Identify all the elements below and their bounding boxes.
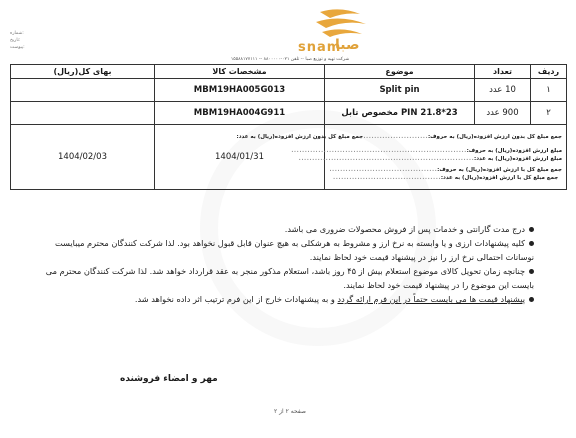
row-subject: PIN 21.8*23 مخصوص تابل (325, 102, 475, 125)
total-without-vat-words: جمع مبلغ کل بدون ارزش افزوده(ریال) به حروف: (427, 133, 562, 140)
col-price-header: بهای کل(ریال) (11, 65, 155, 79)
items-table (10, 64, 567, 190)
bullet-icon (529, 297, 534, 302)
bullet-icon (529, 227, 534, 232)
letter-number-label: شماره: (10, 31, 24, 36)
bullet-icon (529, 241, 534, 246)
letter-date-label: تاریخ: (10, 38, 21, 43)
note-item: چنانچه زمان تحویل کالای موضوع استعلام بیش از ۴۵ روز باشد، استعلام مذکور منجر به عقد قرارداد خواهد شد. لذا شرکت کنندگان محترم می بایست این موضوع را در پیشنهاد قیمت خود لحاظ نمایند. (45, 266, 534, 290)
total-without-vat-number: جمع مبلغ کل بدون ارزش افزوده(ریال) به عدد: (236, 133, 364, 140)
row-spec: MBM19HA004G911 (155, 102, 325, 125)
col-subject-header: موضوع (325, 65, 475, 79)
summary-totals[interactable]: جمع مبلغ کل بدون ارزش افزوده(ریال) به حروف:........................جمع مبلغ کل بدون ارزش افزوده(ریال) به عدد: مبلغ ارزش افزوده(ریال) به حروف:................................................................. مبلغ ارزش افزوده(ریال) به عدد:................................................................. جمع مبلغ کل با ارزش افزوده(ریال) به حروف:........................................ جمع مبلغ کل با ارزش افزوده(ریال) به عدد:........................................ (325, 125, 567, 190)
table-row (11, 102, 567, 125)
note-item: درج مدت گارانتی و خدمات پس از فروش محصولات ضروری می باشد. (34, 222, 534, 236)
table-row (11, 79, 567, 102)
table-header-row (11, 65, 567, 79)
summary-row (11, 125, 567, 190)
vat-number: مبلغ ارزش افزوده(ریال) به عدد: (474, 155, 562, 162)
company-address: شرکت تهیه و توزیع صبا -- تلفن ۰۲۱-۸۸۰۰۰۰۰ -- ۱۵۵۸۸۱۷۷۱۱۱ (230, 57, 350, 62)
row-qty: 900 عدد (475, 102, 531, 125)
letter-attachment-label: پیوست: (10, 45, 25, 50)
letter-info (10, 30, 70, 51)
note-item: پیشنهاد قیمت ها می بایست حتماً در این فرم ارائه گردد و به پیشنهادات خارج از این فرم ترتیب اثر داده نخواهد شد. (34, 292, 534, 306)
col-row-header: ردیف (531, 65, 567, 79)
row-qty: 10 عدد (475, 79, 531, 102)
row-price[interactable] (11, 79, 155, 102)
row-subject: Split pin (325, 79, 475, 102)
col-qty-header: تعداد (475, 65, 531, 79)
brand-persian: صبا (335, 37, 360, 53)
row-spec: MBM19HA005G013 (155, 79, 325, 102)
total-with-vat-words: جمع مبلغ کل با ارزش افزوده(ریال) به حروف: (437, 166, 562, 173)
note-item: کلیه پیشنهادات ارزی و یا وابسته به نرخ ارز و مشروط به هرشکلی به هیچ عنوان قابل قبول نخواهد بود. لذا شرکت کنندگان محترم میبایست نوسانات احتمالی نرخ ارز را نیز در پیشنهاد قیمت خود لحاظ نمایند. (55, 238, 534, 262)
page-number: صفحه ۲ از ۲ (274, 408, 306, 415)
terms-notes (34, 222, 534, 306)
seller-signature-label: مهر و امضاء فروشنده (120, 374, 218, 384)
col-spec-header: مشخصات کالا (155, 65, 325, 79)
brand-latin: snam (298, 40, 342, 55)
row-number: ۲ (531, 102, 567, 125)
start-date: 1404/01/31 (155, 125, 325, 190)
end-date: 1404/02/03 (11, 125, 155, 190)
row-price[interactable] (11, 102, 155, 125)
row-number: ۱ (531, 79, 567, 102)
bullet-icon (529, 269, 534, 274)
total-with-vat-number: جمع مبلغ کل با ارزش افزوده(ریال) به عدد: (440, 174, 559, 181)
vat-words: مبلغ ارزش افزوده(ریال) به حروف: (466, 147, 562, 154)
